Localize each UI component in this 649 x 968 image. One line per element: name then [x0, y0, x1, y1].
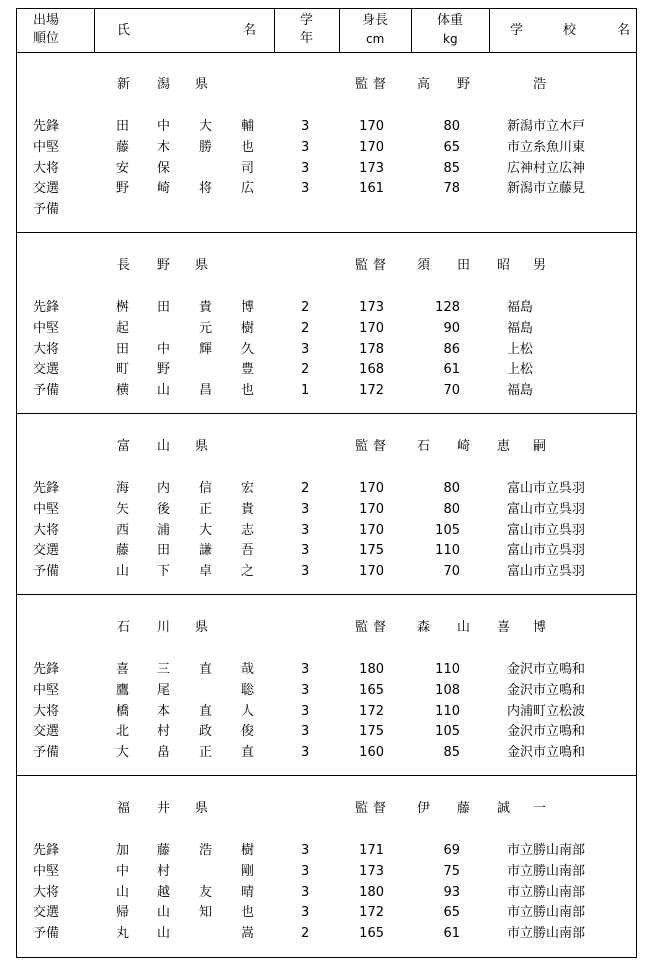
grade-value: 3 — [301, 160, 310, 176]
athlete-name-char: 村 — [157, 863, 171, 879]
header-school-c3: 名 — [617, 23, 631, 38]
coach-name-char: 恵 — [497, 439, 511, 454]
grade-value: 1 — [301, 383, 310, 399]
height-value: 170 — [359, 320, 384, 336]
grade-value: 2 — [301, 926, 310, 942]
weight-value: 85 — [443, 745, 460, 761]
athlete-name-char: 大 — [116, 745, 130, 761]
athlete-name-char: 山 — [157, 905, 171, 921]
athlete-name-char: 橋 — [116, 703, 130, 719]
athlete-name-char: 田 — [157, 300, 171, 315]
header-name-left: 氏 — [117, 23, 131, 38]
position-label: 先鋒 — [33, 662, 60, 677]
height-value: 170 — [359, 481, 384, 496]
coach-label-char: 監 — [355, 801, 369, 816]
weight-value: 86 — [443, 341, 460, 357]
position-label: 大将 — [33, 884, 60, 900]
athlete-name-char: 也 — [241, 139, 255, 155]
athlete-name-char: 北 — [116, 724, 130, 740]
weight-value: 78 — [443, 181, 460, 197]
athlete-name-char: 野 — [157, 362, 171, 378]
school-name: 金沢市立鳴和 — [507, 745, 586, 761]
prefecture-char: 県 — [195, 77, 209, 92]
athlete-name-char: 本 — [157, 703, 171, 719]
grade-value: 3 — [301, 682, 310, 698]
athlete-name-char: 樹 — [241, 320, 255, 336]
athlete-name-char: 矢 — [116, 501, 130, 517]
coach-label-char: 督 — [373, 620, 387, 635]
weight-value: 93 — [443, 884, 460, 900]
athlete-name-char: 正 — [199, 501, 213, 517]
coach-label-char: 監 — [355, 620, 369, 635]
athlete-name-char: 中 — [157, 341, 171, 357]
coach-label-char: 監 — [355, 439, 369, 454]
grade-value: 2 — [301, 300, 310, 315]
header-name-right: 名 — [243, 23, 257, 38]
athlete-name-char: 晴 — [241, 884, 255, 900]
athlete-name-char: 大 — [199, 522, 213, 538]
header-height-line1: 身長 — [362, 13, 389, 28]
athlete-name-char: 山 — [116, 564, 130, 580]
header-school-c2: 校 — [563, 23, 577, 38]
weight-value: 65 — [443, 139, 460, 155]
prefecture-char: 県 — [195, 801, 209, 816]
school-name: 広神村立広神 — [507, 160, 586, 176]
coach-name-char: 浩 — [533, 77, 547, 92]
weight-value: 85 — [443, 160, 460, 176]
coach-name-char: 一 — [533, 801, 547, 816]
position-label: 中堅 — [33, 682, 60, 698]
weight-value: 80 — [443, 501, 460, 517]
school-name: 新潟市立木戸 — [507, 119, 586, 134]
coach-name-char: 田 — [457, 258, 471, 273]
athlete-name-char: 山 — [157, 926, 171, 942]
position-label: 中堅 — [33, 501, 60, 517]
position-label: 予備 — [33, 926, 60, 942]
grade-value: 3 — [301, 139, 310, 155]
position-label: 交選 — [33, 724, 60, 740]
prefecture-char: 山 — [157, 439, 171, 454]
height-value: 173 — [359, 300, 384, 315]
athlete-name-char: 樹 — [241, 843, 255, 858]
coach-name-char: 伊 — [417, 801, 431, 816]
coach-name-char: 博 — [533, 620, 547, 635]
height-value: 178 — [359, 341, 384, 357]
height-value: 180 — [359, 662, 384, 677]
height-value: 173 — [359, 160, 384, 176]
prefecture-char: 井 — [157, 801, 171, 816]
weight-value: 80 — [443, 481, 460, 496]
grade-value: 2 — [301, 320, 310, 336]
athlete-name-char: 町 — [116, 362, 130, 378]
athlete-name-char: 也 — [241, 383, 255, 399]
athlete-name-char: 村 — [157, 724, 171, 740]
grade-value: 3 — [301, 843, 310, 858]
school-name: 市立勝山南部 — [507, 863, 586, 879]
athlete-name-char: 直 — [241, 745, 255, 761]
table-header — [17, 9, 636, 53]
athlete-name-char: 信 — [199, 481, 213, 496]
school-name: 上松 — [507, 341, 534, 357]
coach-name-char: 喜 — [497, 620, 511, 635]
school-name: 内浦町立松波 — [507, 703, 586, 719]
school-name: 金沢市立鳴和 — [507, 682, 586, 698]
height-value: 180 — [359, 884, 384, 900]
position-label: 交選 — [33, 543, 60, 559]
athlete-name-char: 喜 — [116, 662, 130, 677]
athlete-name-char: 起 — [116, 320, 130, 336]
school-name: 上松 — [507, 362, 534, 378]
athlete-name-char: 政 — [199, 724, 213, 740]
header-rank — [17, 9, 95, 52]
header-name — [95, 9, 275, 52]
school-name: 富山市立呉羽 — [507, 501, 586, 517]
athlete-name-char: 宏 — [241, 481, 255, 496]
school-name: 市立勝山南部 — [507, 884, 586, 900]
position-label: 交選 — [33, 905, 60, 921]
athlete-name-char: 西 — [116, 522, 130, 538]
school-name: 市立糸魚川東 — [507, 139, 586, 155]
prefecture-char: 県 — [195, 439, 209, 454]
athlete-name-char: 浩 — [199, 843, 213, 858]
coach-name-char: 嗣 — [533, 439, 547, 454]
athlete-name-char: 安 — [116, 160, 130, 176]
prefecture-char: 石 — [117, 620, 131, 635]
grade-value: 3 — [301, 662, 310, 677]
header-weight-line1: 体重 — [437, 13, 464, 28]
prefecture-char: 川 — [157, 620, 171, 635]
athlete-name-char: 鷹 — [116, 682, 130, 698]
weight-value: 108 — [435, 682, 460, 698]
height-value: 160 — [359, 745, 384, 761]
weight-value: 110 — [435, 662, 460, 677]
height-value: 170 — [359, 119, 384, 134]
weight-value: 75 — [443, 863, 460, 879]
grade-value: 3 — [301, 863, 310, 879]
header-grade-line2: 年 — [300, 31, 314, 46]
athlete-name-char: 勝 — [199, 139, 213, 155]
weight-value: 61 — [443, 362, 460, 378]
athlete-name-char: 也 — [241, 905, 255, 921]
school-name: 富山市立呉羽 — [507, 522, 586, 538]
coach-name-char: 森 — [417, 620, 431, 635]
athlete-name-char: 哉 — [241, 662, 255, 677]
height-value: 170 — [359, 522, 384, 538]
athlete-name-char: 知 — [199, 905, 213, 921]
school-name: 新潟市立藤見 — [507, 181, 586, 197]
school-name: 福島 — [507, 300, 534, 315]
grade-value: 3 — [301, 181, 310, 197]
athlete-name-char: 尾 — [157, 682, 171, 698]
position-label: 大将 — [33, 160, 60, 176]
header-rank-line1: 出場 — [33, 13, 60, 28]
athlete-name-char: 人 — [241, 703, 255, 719]
athlete-name-char: 将 — [199, 181, 213, 197]
team-section — [17, 776, 636, 957]
weight-value: 70 — [443, 383, 460, 399]
athlete-name-char: 輔 — [241, 119, 255, 134]
athlete-name-char: 山 — [116, 884, 130, 900]
athlete-name-char: 卓 — [199, 564, 213, 580]
prefecture-char: 野 — [157, 258, 171, 273]
prefecture-char: 新 — [117, 77, 131, 92]
athlete-name-char: 嵩 — [241, 926, 255, 942]
header-school — [490, 9, 636, 52]
athlete-name-char: 謙 — [199, 543, 213, 559]
weight-value: 110 — [435, 703, 460, 719]
athlete-name-char: 俊 — [241, 724, 255, 740]
athlete-name-char: 司 — [241, 160, 255, 176]
athlete-name-char: 田 — [116, 119, 130, 134]
grade-value: 3 — [301, 543, 310, 559]
school-name: 市立勝山南部 — [507, 926, 586, 942]
header-rank-line2: 順位 — [33, 31, 60, 46]
position-label: 予備 — [33, 745, 60, 761]
height-value: 171 — [359, 843, 384, 858]
grade-value: 3 — [301, 905, 310, 921]
team-section — [17, 233, 636, 414]
height-value: 165 — [359, 926, 384, 942]
coach-name-char: 誠 — [497, 801, 511, 816]
school-name: 福島 — [507, 383, 534, 399]
athlete-name-char: 山 — [157, 383, 171, 399]
weight-value: 128 — [435, 300, 460, 315]
athlete-name-char: 浦 — [157, 522, 171, 538]
position-label: 交選 — [33, 362, 60, 378]
team-section — [17, 52, 636, 233]
position-label: 大将 — [33, 703, 60, 719]
height-value: 172 — [359, 905, 384, 921]
position-label: 交選 — [33, 181, 60, 197]
athlete-name-char: 昌 — [199, 383, 213, 399]
athlete-name-char: 海 — [116, 481, 130, 496]
athlete-name-char: 博 — [241, 300, 255, 315]
athlete-name-char: 友 — [199, 884, 213, 900]
coach-label-char: 督 — [373, 801, 387, 816]
athlete-name-char: 内 — [157, 481, 171, 496]
height-value: 175 — [359, 724, 384, 740]
height-value: 165 — [359, 682, 384, 698]
athlete-name-char: 直 — [199, 662, 213, 677]
athlete-name-char: 豊 — [241, 362, 255, 378]
grade-value: 3 — [301, 703, 310, 719]
coach-label-char: 督 — [373, 439, 387, 454]
grade-value: 3 — [301, 119, 310, 134]
header-grade — [275, 9, 340, 52]
athlete-name-char: 保 — [157, 160, 171, 176]
prefecture-char: 潟 — [157, 77, 171, 92]
coach-name-char: 藤 — [457, 801, 471, 816]
school-name: 金沢市立鳴和 — [507, 662, 586, 677]
header-height-unit: cm — [366, 32, 385, 46]
height-value: 168 — [359, 362, 384, 378]
weight-value: 80 — [443, 119, 460, 134]
athlete-name-char: 加 — [116, 843, 130, 858]
athlete-name-char: 貴 — [241, 501, 255, 517]
position-label: 中堅 — [33, 139, 60, 155]
athlete-name-char: 崎 — [157, 181, 171, 197]
height-value: 175 — [359, 543, 384, 559]
coach-label-char: 督 — [373, 258, 387, 273]
height-value: 161 — [359, 181, 384, 197]
position-label: 先鋒 — [33, 119, 60, 134]
height-value: 172 — [359, 703, 384, 719]
coach-label-char: 監 — [355, 77, 369, 92]
header-weight — [412, 9, 490, 52]
grade-value: 2 — [301, 481, 310, 496]
prefecture-char: 県 — [195, 620, 209, 635]
coach-name-char: 須 — [417, 258, 431, 273]
position-label: 中堅 — [33, 320, 60, 336]
weight-value: 105 — [435, 522, 460, 538]
athlete-name-char: 貴 — [199, 300, 213, 315]
position-label: 先鋒 — [33, 300, 60, 315]
athlete-name-char: 越 — [157, 884, 171, 900]
position-label: 予備 — [33, 383, 60, 399]
position-label: 大将 — [33, 522, 60, 538]
position-label: 予備 — [33, 564, 60, 580]
school-name: 市立勝山南部 — [507, 843, 586, 858]
weight-value: 61 — [443, 926, 460, 942]
team-section — [17, 414, 636, 595]
athlete-name-char: 聡 — [241, 682, 255, 698]
athlete-name-char: 丸 — [116, 926, 130, 942]
athlete-name-char: 桝 — [116, 300, 130, 315]
coach-name-char: 山 — [457, 620, 471, 635]
athlete-name-char: 剛 — [241, 863, 255, 879]
height-value: 173 — [359, 863, 384, 879]
athlete-name-char: 久 — [241, 341, 255, 357]
athlete-name-char: 正 — [199, 745, 213, 761]
grade-value: 3 — [301, 884, 310, 900]
coach-name-char: 崎 — [457, 439, 471, 454]
position-label: 先鋒 — [33, 481, 60, 496]
athlete-name-char: 三 — [157, 662, 171, 677]
weight-value: 90 — [443, 320, 460, 336]
athlete-name-char: 志 — [241, 522, 255, 538]
athlete-name-char: 藤 — [116, 543, 130, 559]
height-value: 172 — [359, 383, 384, 399]
header-weight-unit: kg — [443, 32, 458, 46]
athlete-name-char: 元 — [199, 320, 213, 336]
athlete-name-char: 畠 — [157, 745, 171, 761]
roster-sheet — [16, 8, 637, 958]
grade-value: 3 — [301, 745, 310, 761]
athlete-name-char: 直 — [199, 703, 213, 719]
header-height — [340, 9, 412, 52]
coach-name-char: 野 — [457, 77, 471, 92]
athlete-name-char: 横 — [116, 383, 130, 399]
grade-value: 3 — [301, 522, 310, 538]
prefecture-char: 長 — [117, 258, 131, 273]
position-label: 大将 — [33, 341, 60, 357]
grade-value: 3 — [301, 341, 310, 357]
grade-value: 3 — [301, 564, 310, 580]
height-value: 170 — [359, 501, 384, 517]
prefecture-char: 富 — [117, 439, 131, 454]
header-grade-line1: 学 — [300, 13, 314, 28]
prefecture-char: 福 — [117, 801, 131, 816]
athlete-name-char: 後 — [157, 501, 171, 517]
coach-name-char: 高 — [417, 77, 431, 92]
weight-value: 69 — [443, 843, 460, 858]
coach-label-char: 督 — [373, 77, 387, 92]
position-label: 予備 — [33, 202, 60, 218]
athlete-name-char: 藤 — [157, 843, 171, 858]
athlete-name-char: 中 — [116, 863, 130, 879]
school-name: 富山市立呉羽 — [507, 543, 586, 559]
athlete-name-char: 之 — [241, 564, 255, 580]
height-value: 170 — [359, 564, 384, 580]
weight-value: 65 — [443, 905, 460, 921]
athlete-name-char: 木 — [157, 139, 171, 155]
school-name: 富山市立呉羽 — [507, 481, 586, 496]
school-name: 金沢市立鳴和 — [507, 724, 586, 740]
coach-name-char: 石 — [417, 439, 431, 454]
grade-value: 3 — [301, 724, 310, 740]
athlete-name-char: 田 — [157, 543, 171, 559]
school-name: 市立勝山南部 — [507, 905, 586, 921]
position-label: 中堅 — [33, 863, 60, 879]
team-section — [17, 595, 636, 776]
coach-label-char: 監 — [355, 258, 369, 273]
athlete-name-char: 野 — [116, 181, 130, 197]
weight-value: 70 — [443, 564, 460, 580]
height-value: 170 — [359, 139, 384, 155]
athlete-name-char: 中 — [157, 119, 171, 134]
athlete-name-char: 藤 — [116, 139, 130, 155]
athlete-name-char: 大 — [199, 119, 213, 134]
position-label: 先鋒 — [33, 843, 60, 858]
athlete-name-char: 帰 — [116, 905, 130, 921]
athlete-name-char: 吾 — [241, 543, 255, 559]
school-name: 福島 — [507, 320, 534, 336]
athlete-name-char: 下 — [157, 564, 171, 580]
coach-name-char: 男 — [533, 258, 547, 273]
athlete-name-char: 広 — [241, 181, 255, 197]
grade-value: 2 — [301, 362, 310, 378]
weight-value: 105 — [435, 724, 460, 740]
prefecture-char: 県 — [195, 258, 209, 273]
coach-name-char: 昭 — [497, 258, 511, 273]
athlete-name-char: 輝 — [199, 341, 213, 357]
weight-value: 110 — [435, 543, 460, 559]
athlete-name-char: 田 — [116, 341, 130, 357]
grade-value: 3 — [301, 501, 310, 517]
header-school-c1: 学 — [510, 23, 524, 38]
school-name: 富山市立呉羽 — [507, 564, 586, 580]
